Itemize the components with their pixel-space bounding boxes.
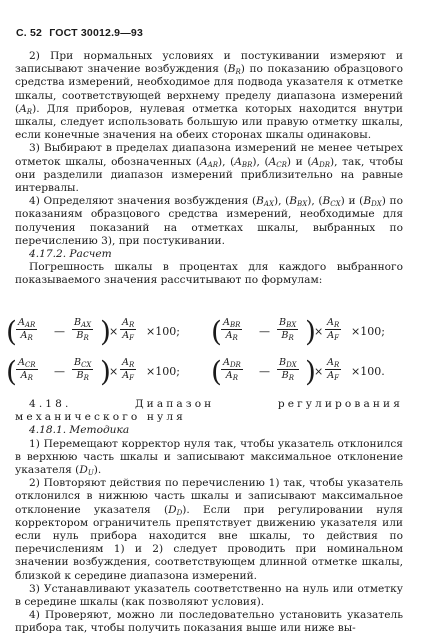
minus-sign: — xyxy=(54,325,65,338)
open-paren: ( xyxy=(6,315,17,348)
close-paren: ) xyxy=(305,315,316,348)
minus-sign: — xyxy=(54,365,65,378)
formula-1 xyxy=(6,317,206,351)
formula-tail: ×100; xyxy=(146,325,180,338)
formula-4 xyxy=(211,357,411,391)
section-heading-4-18: 4.18. Диапазон регулирования механического нуля xyxy=(15,398,403,424)
times-sign: × xyxy=(314,365,324,378)
fraction-b: $B_{BX}$ $B_R$ xyxy=(279,317,297,342)
minus-sign: — xyxy=(259,325,270,338)
close-paren: ) xyxy=(100,315,111,348)
calc-heading: 4.17.2. Расчет xyxy=(29,248,112,261)
minus-sign: — xyxy=(259,365,270,378)
close-paren: ) xyxy=(100,355,111,388)
paragraph-step-3: 3) Устанавливают указатель соответственно на нуль или отметку в середине шкалы (как позволяют условия). xyxy=(15,582,403,609)
open-paren: ( xyxy=(211,355,222,388)
fraction-c: $\frac{A_R}{A_F}$ xyxy=(327,357,340,382)
fraction-b: $B_{CX}$ $B_R$ xyxy=(74,357,92,382)
open-paren: ( xyxy=(6,355,17,388)
paragraph-item-2: 2) При нормальных условиях и постукивании измеряют и записывают значение возбуждения $(B_R)$ по показанию образцового средства измерений, необходимое для подвода указателя к отметке шкалы, соответствующей верхнему пределу диапазона измерений $(A_R)$. Для приборов, нулевая отметка которых находится внутри шкалы, следует использовать большую или правую отметку шкалы, если конечные значения на обеих сторонах шкалы одинаковы. xyxy=(15,50,403,142)
page-header xyxy=(16,27,143,39)
body-text-bottom xyxy=(15,398,403,636)
fraction-c: $\frac{A_R}{A_F}$ xyxy=(122,357,135,382)
paragraph-item-4: 4) Определяют значения возбуждения $(B_{AX})$, $(B_{BX})$, $(B_{CX})$ и $(B_{DX})$ по показаниям образцового средства измерений, необходимые для получения показаний на отметках шкалы, выбранных по перечислению 3), при постукивании. xyxy=(15,195,403,247)
fraction-a: $A_{CR}$ $A_R$ xyxy=(18,357,36,382)
times-sign: × xyxy=(314,325,324,338)
paragraph-item-3: 3) Выбирают в пределах диапазона измерений не менее четырех отметок шкалы, обозначенных $(A_{AR})$, $(A_{BR})$, $(A_{CR})$ и $(A_{DR})$, так, чтобы они разделили диапазон измерений приблизительно на равные интервалы. xyxy=(15,142,403,195)
formula-tail: ×100; xyxy=(351,325,385,338)
formula-block xyxy=(6,317,416,391)
paragraph-step-4: 4) Проверяют, можно ли последовательно установить указатель прибора так, чтобы получить показания выше или ниже вы- xyxy=(15,609,403,635)
close-paren: ) xyxy=(305,355,316,388)
fraction-a: $A_{DR}$ $A_R$ xyxy=(223,357,241,382)
fraction-c: $\frac{A_R}{A_F}$ xyxy=(327,317,340,342)
open-paren: ( xyxy=(211,315,222,348)
formula-3 xyxy=(6,357,206,391)
fraction-c: $\frac{A_R}{A_F}$ xyxy=(122,317,135,342)
fraction-b: $B_{AX}$ $B_R$ xyxy=(74,317,92,342)
formula-2 xyxy=(211,317,411,351)
formula-tail: ×100; xyxy=(146,365,180,378)
page-number: С. 52 xyxy=(16,27,43,39)
fraction-b: $B_{DX}$ $B_R$ xyxy=(279,357,297,382)
fraction-a: $A_{BR}$ $A_R$ xyxy=(223,317,241,342)
standard-number: ГОСТ 30012.9—93 xyxy=(49,27,144,39)
method-heading: 4.18.1. Методика xyxy=(29,424,130,437)
times-sign: × xyxy=(109,325,119,338)
times-sign: × xyxy=(109,365,119,378)
body-text-top xyxy=(15,50,403,288)
formula-tail: ×100. xyxy=(351,365,385,378)
paragraph-step-2: 2) Повторяют действия по перечислению 1) так, чтобы указатель отклонился в нижнюю часть шкалы и записывают максимальное отклонение указателя $(D_D)$. Если при регулировании нуля корректором ограничитель препятствует движению указателя или если нуль прибора находится вне шкалы, то действия по перечислениям 1) и 2) следует проводить при номинальном значении возбуждения, соответствующем длинной отметке шкалы, близкой к середине диапазона измерений. xyxy=(15,477,403,582)
formula-row-1 xyxy=(6,317,416,351)
formula-row-2 xyxy=(6,357,416,391)
paragraph-step-1: 1) Перемещают корректор нуля так, чтобы указатель отклонился в верхнюю часть шкалы и записывают максимальное отклонение указателя $(D_U)$. xyxy=(15,437,403,478)
calc-paragraph: Погрешность шкалы в процентах для каждого выбранного показываемого значения рассчитывают по формулам: xyxy=(15,261,403,287)
fraction-a: $A_{AR}$ $A_R$ xyxy=(18,317,36,342)
